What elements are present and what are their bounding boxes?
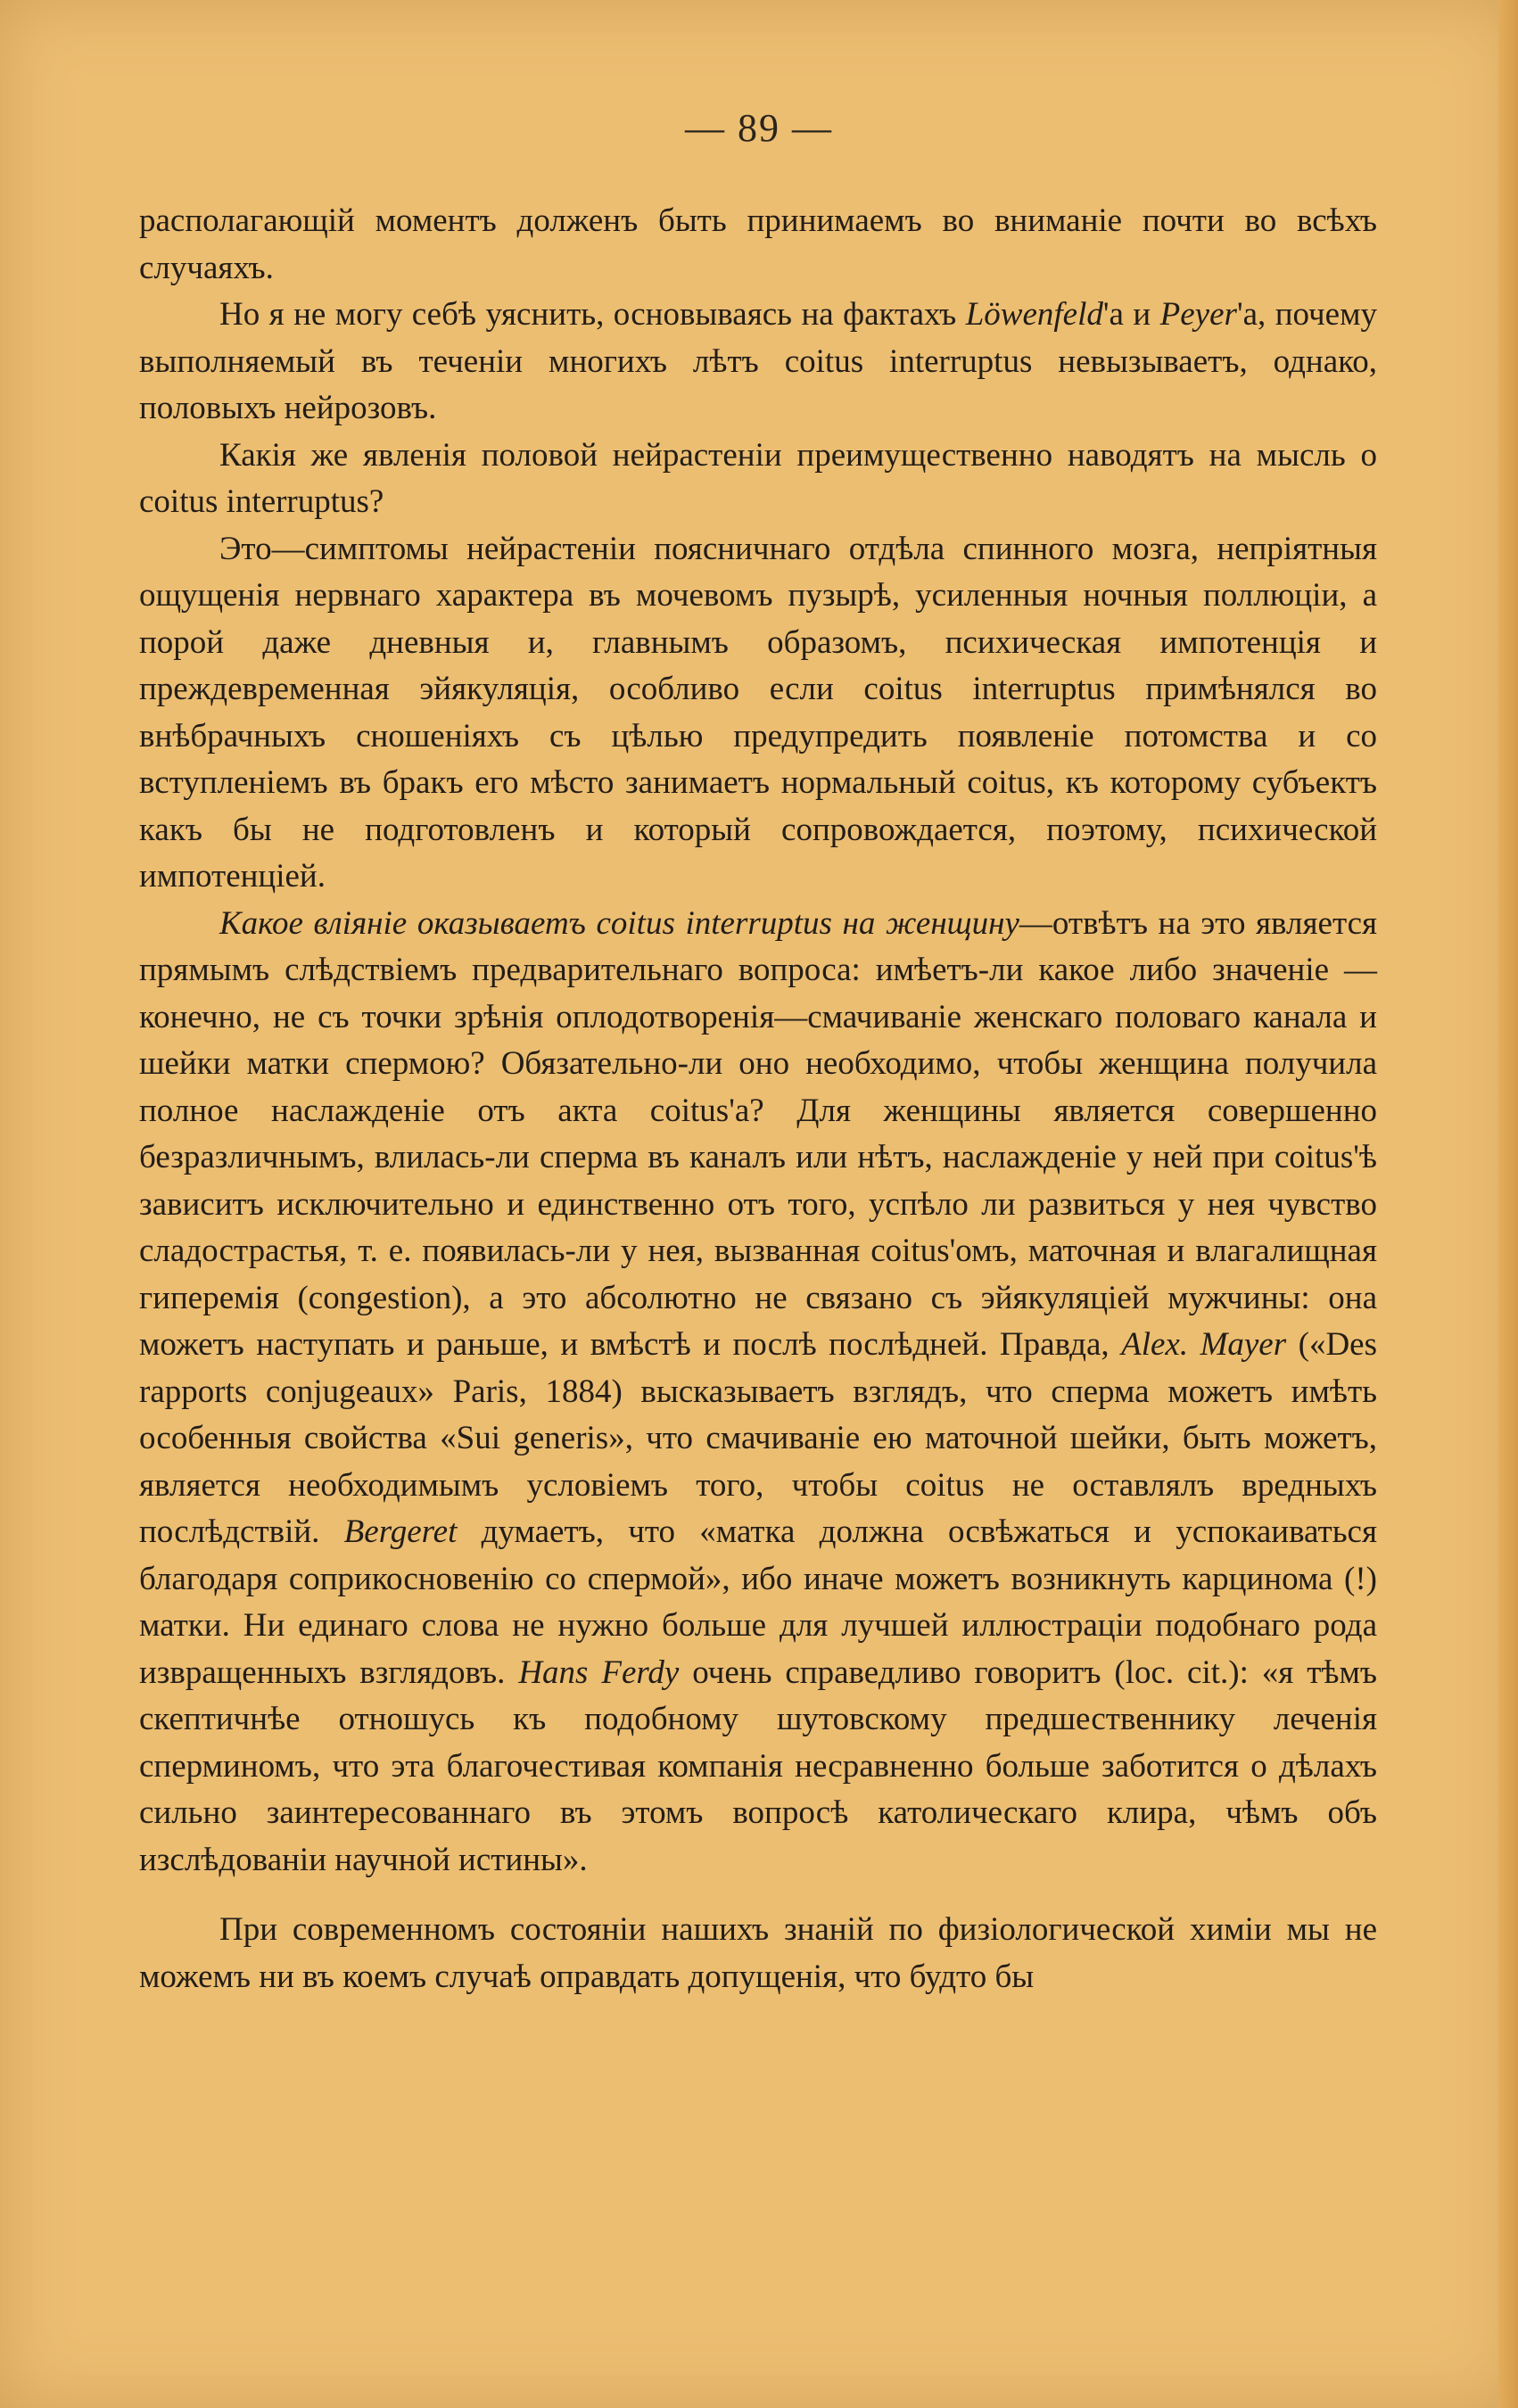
italic-text-run: Hans Ferdy xyxy=(518,1653,680,1691)
page-number: — 89 — xyxy=(685,106,833,150)
text-run: 'а, почему выполняемый въ теченіи многихъ лѣтъ coitus interruptus невызываетъ, однако, половыхъ нейрозовъ. xyxy=(139,296,1378,426)
italic-text-run: Какое вліяніе оказываетъ coitus interruptus на женщину xyxy=(219,904,1019,942)
paragraph xyxy=(139,198,1377,292)
italic-text-run: Bergeret xyxy=(343,1513,458,1550)
text-run: очень справедливо говоритъ (loc. cit.): «я тѣмъ скептичнѣе отношусь къ подобному шутовскому предшественнику леченія сперминомъ, что эта благочестивая компанія несравненно больше заботится о дѣлахъ сильно заинтересованнаго въ этомъ вопросѣ католическаго клира, чѣмъ объ изслѣдованіи научной истины». xyxy=(139,1653,1377,1878)
text-run: располагающій моментъ долженъ быть принимаемъ во вниманіе почти во всѣхъ случаяхъ. xyxy=(139,202,1377,286)
body-text xyxy=(139,198,1377,2000)
text-run: —отвѣтъ на это является прямымъ слѣдствіемъ предварительнаго вопроса: имѣетъ-ли какое либо значеніе — конечно, не съ точки зрѣнія оплодотворенія—смачиваніе женскаго половаго канала и шейки матки спермою? Обязательно-ли оно необходимо, чтобы женщина получила полное наслажденіе отъ акта coitus'а? Для женщины является совершенно безразличнымъ, влилась-ли сперма въ каналъ или нѣтъ, наслажденіе у ней при coitus'ѣ зависитъ исключительно и единственно отъ того, успѣло ли развиться у нея чувство сладострастья, т. е. появилась-ли у нея, вызванная coitus'омъ, маточная и влагалищная гиперемія (congestion), а это абсолютно не связано съ эйякуляціей мужчины: она можетъ наступать и раньше, и вмѣстѣ и послѣ послѣдней. Правда, xyxy=(139,904,1378,1363)
page-edge xyxy=(1498,0,1518,2408)
italic-text-run: Alex. Mayer xyxy=(1121,1326,1287,1363)
text-run: Это—симптомы нейрастеніи поясничнаго отдѣла спинного мозга, непріятныя ощущенія нервнаго характера въ мочевомъ пузырѣ, усиленныя ночныя поллюціи, а порой даже дневныя и, главнымъ образомъ, психическая импотенція и преждевременная эйякуляція, особливо если coitus interruptus примѣнялся во внѣбрачныхъ сношеніяхъ съ цѣлью предупредить появленіе потомства и со вступленіемъ въ бракъ его мѣсто занимаетъ нормальный coitus, къ которому субъектъ какъ бы не подготовленъ и который сопровождается, поэтому, психической импотенціей. xyxy=(139,530,1377,895)
text-run: При современномъ состояніи нашихъ знаній по физіологической химіи мы не можемъ ни въ коемъ случаѣ оправдать допущенія, что будто бы xyxy=(139,1911,1377,1995)
paragraph xyxy=(139,901,1377,1884)
text-run: 'а и xyxy=(1102,296,1160,333)
italic-text-run: Peyer xyxy=(1159,296,1237,333)
text-run: Но я не могу себѣ уяснить, основываясь на фактахъ xyxy=(219,296,966,333)
paragraph xyxy=(139,292,1377,433)
paragraph xyxy=(139,1907,1377,2000)
paragraph xyxy=(139,433,1377,526)
text-run: («Des rapports conjugeaux» Paris, 1884) высказываетъ взглядъ, что сперма можетъ имѣть особенныя свойства «Sui generis», что смачиваніе ею маточной шейки, быть можетъ, является необходимымъ условіемъ того, чтобы coitus не оставлялъ вредныхъ послѣдствій. xyxy=(139,1326,1377,1550)
italic-text-run: Löwenfeld xyxy=(965,296,1103,333)
text-run: Какія же явленія половой нейрастеніи преимущественно наводятъ на мысль о coitus interruptus? xyxy=(139,436,1377,520)
paragraph xyxy=(139,526,1377,901)
text-run: думаетъ, что «матка должна освѣжаться и успокаиваться благодаря соприкосновенію со спермой», ибо иначе можетъ возникнуть карцинома (!) матки. Ни единаго слова не нужно больше для лучшей иллюстраціи подобнаго рода извращенныхъ взглядовъ. xyxy=(139,1513,1378,1691)
